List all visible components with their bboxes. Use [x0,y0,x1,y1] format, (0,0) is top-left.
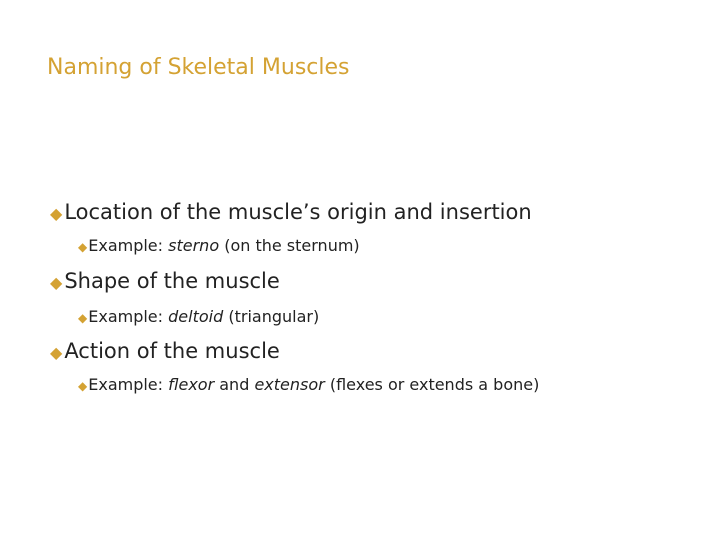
example-description: (triangular) [228,307,320,326]
example-term: deltoid [168,307,224,326]
diamond-icon: ◆ [50,343,63,362]
diamond-icon: ◆ [78,311,88,325]
sub-bullet-example [78,307,319,326]
example-description: (flexes or extends a bone) [329,375,540,394]
sub-bullet-example [78,375,539,394]
example-prefix: Example: [88,236,164,255]
diamond-icon: ◆ [50,204,63,223]
example-term: flexor [168,375,215,394]
slide-title: Naming of Skeletal Muscles [47,55,350,80]
bullet-label: Action of the muscle [64,339,280,363]
sub-bullet-example [78,236,360,255]
bullet-action [50,339,280,363]
example-term: extensor [254,375,325,394]
bullet-label: Location of the muscle’s origin and insertion [64,200,532,224]
example-connector: and [219,375,250,394]
bullet-shape [50,269,280,293]
example-description: (on the sternum) [224,236,360,255]
bullet-label: Shape of the muscle [64,269,280,293]
diamond-icon: ◆ [78,240,88,254]
diamond-icon: ◆ [78,379,88,393]
bullet-location [50,200,532,224]
example-prefix: Example: [88,375,164,394]
example-term: sterno [168,236,220,255]
example-prefix: Example: [88,307,164,326]
diamond-icon: ◆ [50,273,63,292]
